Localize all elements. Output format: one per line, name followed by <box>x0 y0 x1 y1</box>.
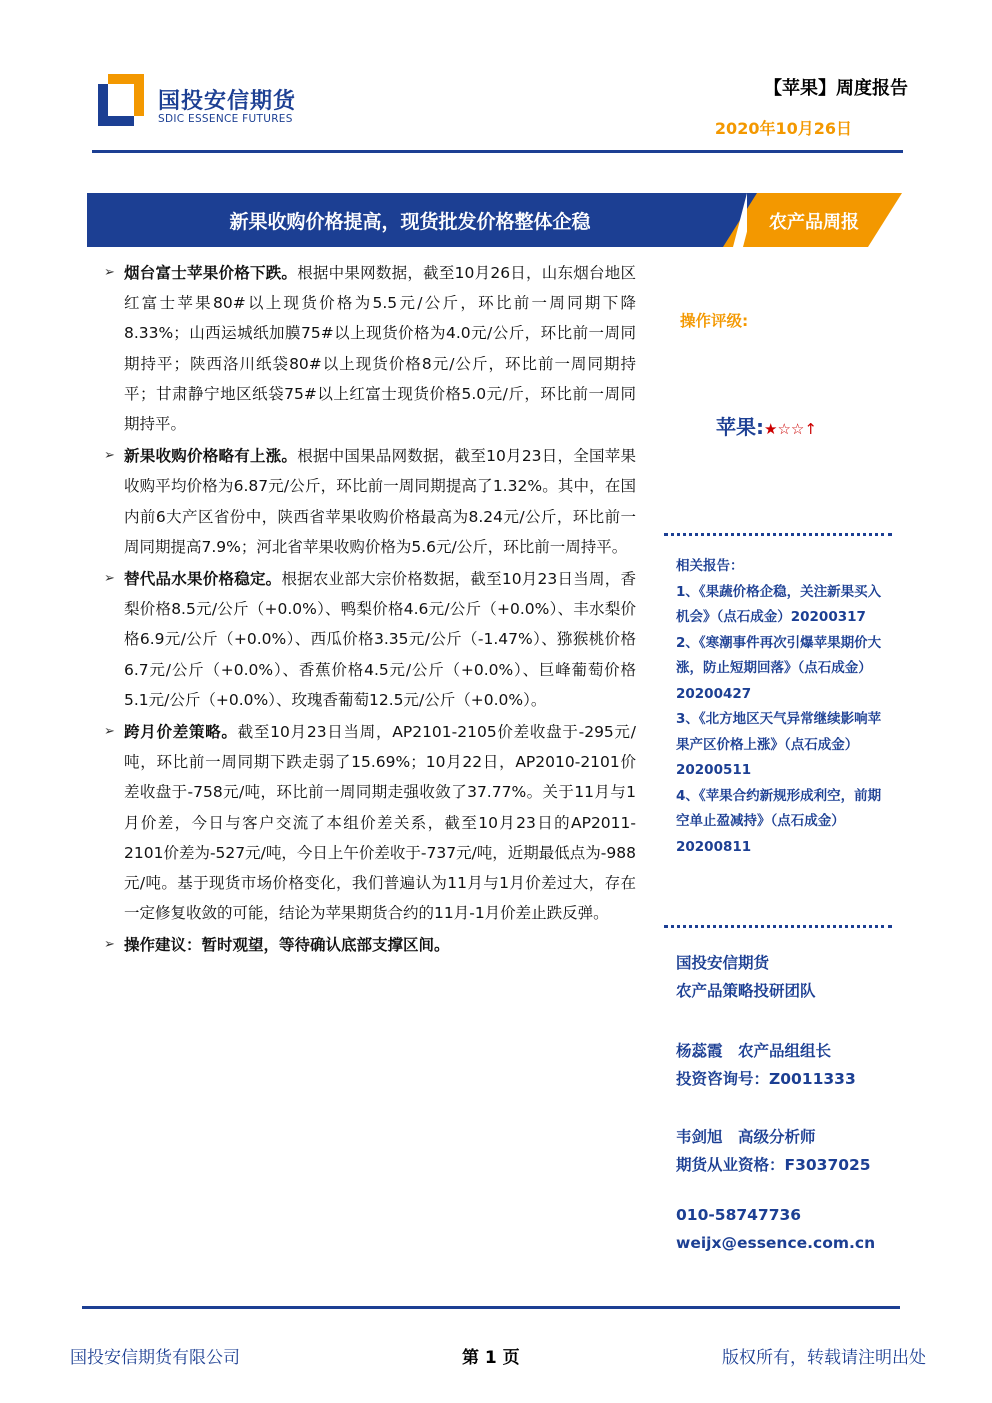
related-title: 相关报告： <box>676 558 744 574</box>
report-title: 新果收购价格提高，现货批发价格整体企稳 <box>229 211 591 233</box>
related-report-item: 4、《苹果合约新规形成利空，前期空单止盈减持》（点石成金）20200811 <box>676 787 882 855</box>
footer-rule <box>82 1306 900 1309</box>
team-block <box>676 949 816 1005</box>
analyst-name: 韦剑旭 高级分析师 <box>676 1128 816 1146</box>
arrow-bullet-icon: ➢ <box>104 265 115 280</box>
bullet-item <box>104 930 636 960</box>
bullet-lead: 替代品水果价格稳定。 <box>124 570 282 589</box>
rating-name: 苹果: <box>716 415 764 439</box>
related-report-item: 3、《北方地区天气异常继续影响苹果产区价格上涨》（点石成金）20200511 <box>676 711 882 778</box>
title-banner <box>87 193 902 247</box>
report-type: 【苹果】周度报告 <box>764 78 908 99</box>
team-company: 国投安信期货 <box>676 954 770 972</box>
bullet-item <box>104 717 636 928</box>
bullet-lead: 烟台富士苹果价格下跌。 <box>124 264 298 282</box>
bullet-text: 截至10月23日当周，AP2101-2105价差收盘于-295元/吨，环比前一周同期下跌走弱了15.69%；10月22日，AP2010-2101价差收盘于-758元/吨，环比前一周同期走强收敛了37.77%。关于11月与1月价差，今日与客户交流了本组价差关系，截至10月23日的AP2011-2101价差为-527元/吨，今日上午价差收于-737元/吨，近期最低点为-988元/吨。基于现货市场价格变化，我们普遍认为11月与1月价差过大，存在一定修复收敛的可能，结论为苹果期货合约的11月-1月价差止跌反弹。 <box>124 723 636 923</box>
analyst-cert: 期货从业资格：F3037025 <box>676 1156 871 1174</box>
report-category: 农产品周报 <box>769 212 859 233</box>
bullet-lead: 跨月价差策略。 <box>124 723 238 742</box>
dotted-divider <box>664 533 892 536</box>
bullet-text: 根据中果网数据，截至10月26日，山东烟台地区红富士苹果80#以上现货价格为5.5元/公斤，环比前一周同期下降8.33%；山西运城纸加膜75#以上现货价格为4.0元/公斤，环比前一周同期持平；陕西洛川纸袋80#以上现货价格8元/公斤，环比前一周同期持平；甘肃静宁地区纸袋75#以上红富士现货价格5.0元/斤，环比前一周同期持平。 <box>124 264 636 434</box>
star-rating-icon: ★☆☆↑ <box>764 420 817 438</box>
page-number: 第 1 页 <box>462 1348 520 1368</box>
team-name: 农产品策略投研团队 <box>676 982 816 1000</box>
analyst-name: 杨蕊霞 农产品组组长 <box>676 1042 832 1060</box>
arrow-bullet-icon: ➢ <box>104 448 115 464</box>
contact-email[interactable]: weijx@essence.com.cn <box>676 1234 876 1252</box>
rating <box>716 411 817 440</box>
related-reports <box>676 554 888 860</box>
report-date: 2020年10月26日 <box>714 119 852 138</box>
analyst-block <box>676 1037 856 1093</box>
related-report-item: 1、《果蔬价格企稳，关注新果买入机会》（点石成金）20200317 <box>676 583 882 625</box>
arrow-bullet-icon: ➢ <box>104 724 115 740</box>
analyst-block <box>676 1123 871 1179</box>
contact-block <box>676 1201 875 1257</box>
dotted-divider <box>664 925 892 928</box>
bullet-item <box>104 441 636 562</box>
bullet-lead: 新果收购价格略有上涨。 <box>124 447 298 466</box>
footer-company: 国投安信期货有限公司 <box>70 1348 240 1368</box>
bullet-text: 根据中国果品网数据，截至10月23日，全国苹果收购平均价格为6.87元/公斤，环比前一周同期提高了1.32%。其中，在国内前6大产区省份中，陕西省苹果收购价格最高为8.24元/公斤，环比前一周同期提高7.9%；河北省苹果收购价格为5.6元/公斤，环比前一周持平。 <box>124 447 636 556</box>
analyst-cert: 投资咨询号：Z0011333 <box>676 1070 856 1088</box>
bullet-text: 根据农业部大宗价格数据，截至10月23日当周，香梨价格8.5元/公斤（+0.0%）、鸭梨价格4.6元/公斤（+0.0%）、丰水梨价格6.9元/公斤（+0.0%）、西瓜价格3.35元/公斤（-1.47%）、猕猴桃价格6.7元/公斤（+0.0%）、香蕉价格4.5元/公斤（+0.0%）、巨峰葡萄价格5.1元/公斤（+0.0%）、玫瑰香葡萄12.5元/公斤（+0.0%）。 <box>124 570 636 709</box>
logo-mark <box>98 74 144 126</box>
logo-text-en: SDIC ESSENCE FUTURES <box>158 113 293 125</box>
bullet-item <box>104 564 636 715</box>
arrow-bullet-icon: ➢ <box>104 571 115 587</box>
footer-copyright: 版权所有，转载请注明出处 <box>722 1348 926 1368</box>
related-report-item: 2、《寒潮事件再次引爆苹果期价大涨，防止短期回落》（点石成金）20200427 <box>676 634 882 702</box>
arrow-bullet-icon: ➢ <box>104 937 115 953</box>
bullet-item <box>104 258 636 439</box>
header-rule <box>92 150 903 153</box>
rating-label: 操作评级: <box>680 312 749 330</box>
contact-phone: 010-58747736 <box>676 1206 802 1224</box>
bullet-lead: 操作建议：暂时观望，等待确认底部支撑区间。 <box>124 936 450 955</box>
logo-text-cn: 国投安信期货 <box>158 89 297 114</box>
main-content <box>104 258 636 963</box>
